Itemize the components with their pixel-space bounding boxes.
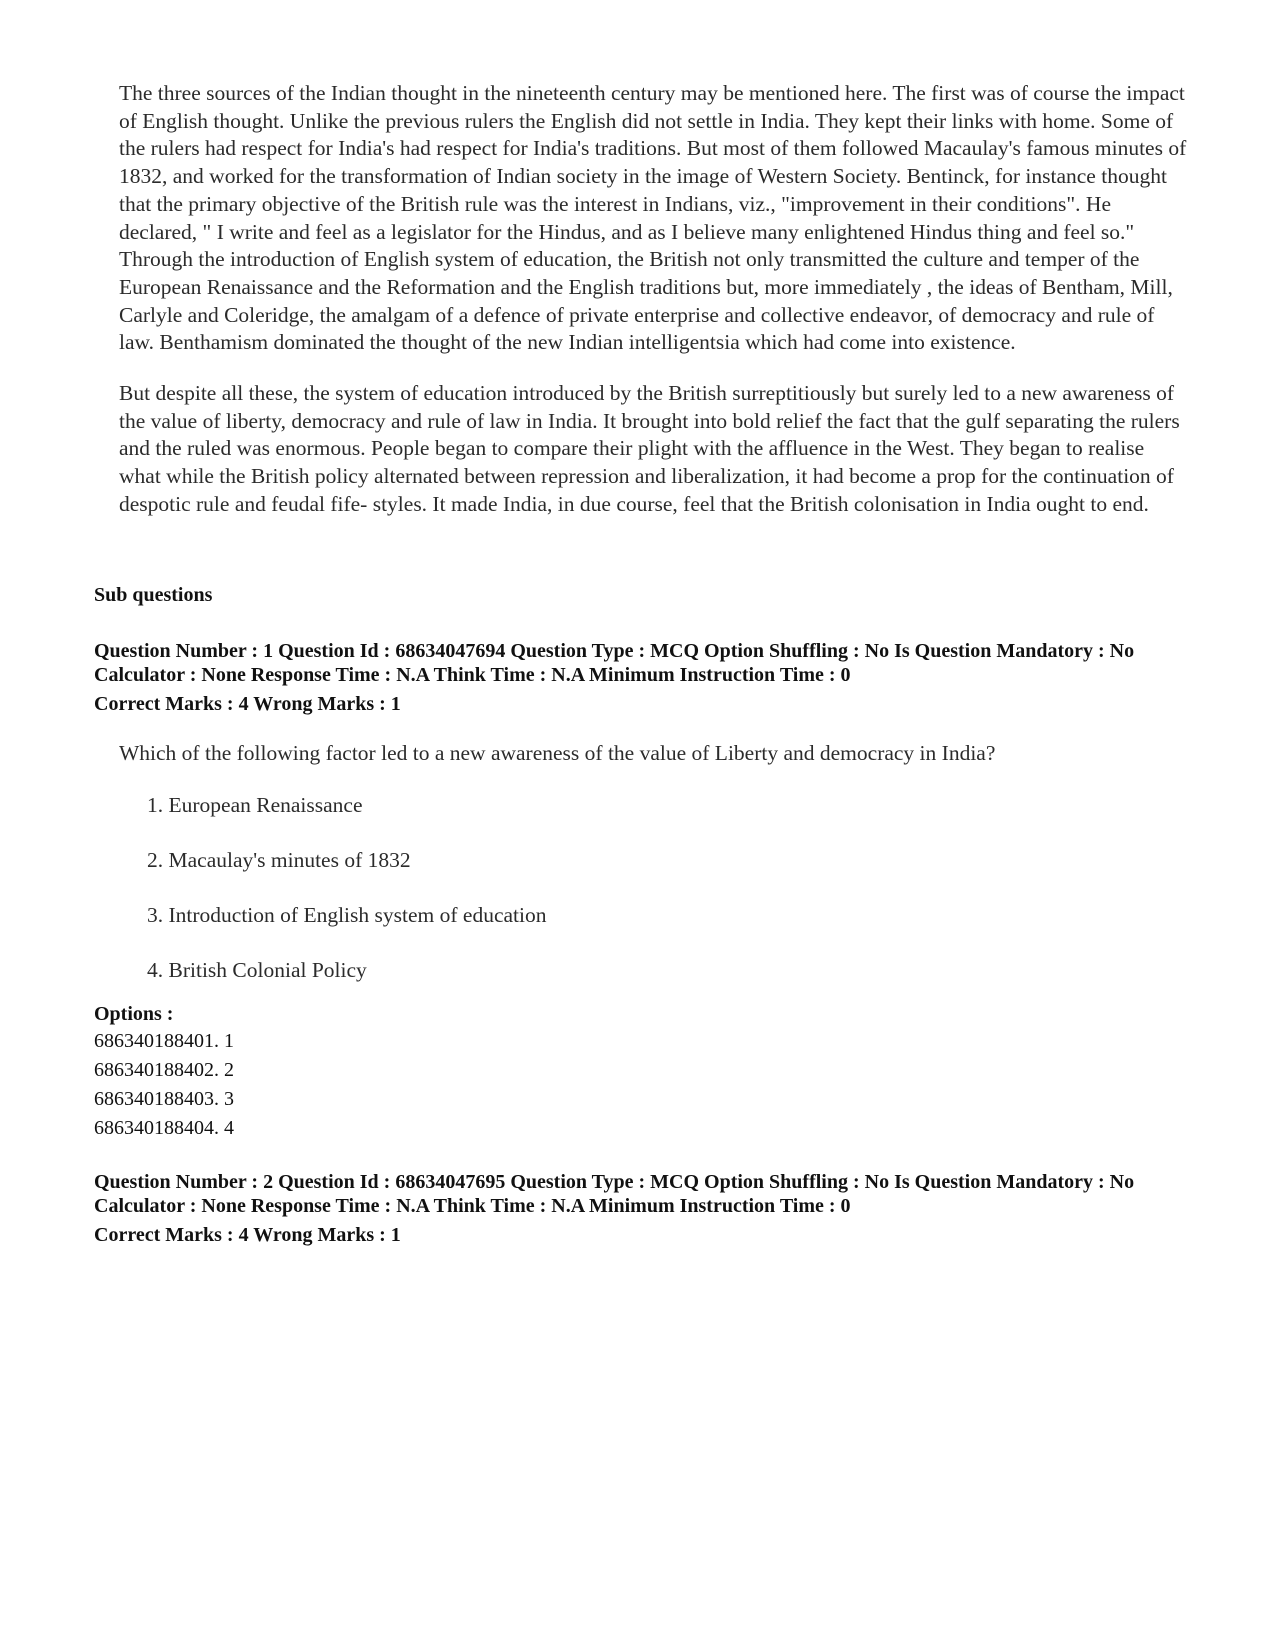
- options-list: [94, 1030, 234, 1146]
- question-item: 2. Macaulay's minutes of 1832: [147, 848, 411, 872]
- question-2-marks: Correct Marks : 4 Wrong Marks : 1: [94, 1224, 401, 1246]
- question-item: 1. European Renaissance: [147, 793, 363, 817]
- question-2-meta: Question Number : 2 Question Id : 68634047695 Question Type : MCQ Option Shuffling : No Is Question Mandatory : No Calculator : None Response Time : N.A Think Time : N.A Minimum Instruction Time : 0: [94, 1171, 1135, 1217]
- question-1-meta: Question Number : 1 Question Id : 68634047694 Question Type : MCQ Option Shuffling : No Is Question Mandatory : No Calculator : None Response Time : N.A Think Time : N.A Minimum Instruction Time : 0: [94, 640, 1135, 686]
- question-1-items: [147, 792, 546, 1012]
- question-item: 3. Introduction of English system of education: [147, 903, 547, 927]
- options-label: Options :: [94, 1003, 174, 1025]
- passage-paragraph: But despite all these, the system of education introduced by the British surreptitiously but surely led to a new awareness of the value of liberty, democracy and rule of law in India. It brought into bold relief the fact that the gulf separating the rulers and the ruled was enormous. People began to compare their plight with the affluence in the West. They began to realise what while the British policy alternated between repression and liberalization, it had become a prop for the continuation of despotic rule and feudal fife- styles. It made India, in due course, feel that the British colonisation in India ought to end.: [119, 381, 1180, 516]
- question-2-header: [94, 1171, 1194, 1248]
- sub-questions-heading: Sub questions: [94, 584, 213, 606]
- question-1-header: [94, 640, 1194, 717]
- option-item: 686340188401. 1: [94, 1030, 234, 1052]
- option-item: 686340188403. 3: [94, 1088, 234, 1110]
- question-1-marks: Correct Marks : 4 Wrong Marks : 1: [94, 693, 401, 715]
- option-item: 686340188402. 2: [94, 1059, 234, 1081]
- passage: [119, 80, 1189, 519]
- passage-paragraph: The three sources of the Indian thought in the nineteenth century may be mentioned here. The first was of course the impact of English thought. Unlike the previous rulers the English did not settle in India. They kept their links with home. Some of the rulers had respect for India's had respect for India's traditions. But most of them followed Macaulay's famous minutes of 1832, and worked for the transformation of Indian society in the image of Western Society. Bentinck, for instance thought that the primary objective of the British rule was the interest in Indians, viz., "improvement in their conditions". He declared, " I write and feel as a legislator for the Hindus, and as I believe many enlightened Hindus thing and feel so." Through the introduction of English system of education, the British not only transmitted the culture and temper of the European Renaissance and the Reformation and the English traditions but, more immediately , the ideas of Bentham, Mill, Carlyle and Coleridge, the amalgam of a defence of private enterprise and collective endeavor, of democracy and rule of law. Benthamism dominated the thought of the new Indian intelligentsia which had come into existence.: [119, 81, 1187, 355]
- option-item: 686340188404. 4: [94, 1117, 234, 1139]
- question-1-text: Which of the following factor led to a new awareness of the value of Liberty and democracy in India?: [119, 741, 996, 765]
- question-item: 4. British Colonial Policy: [147, 958, 367, 982]
